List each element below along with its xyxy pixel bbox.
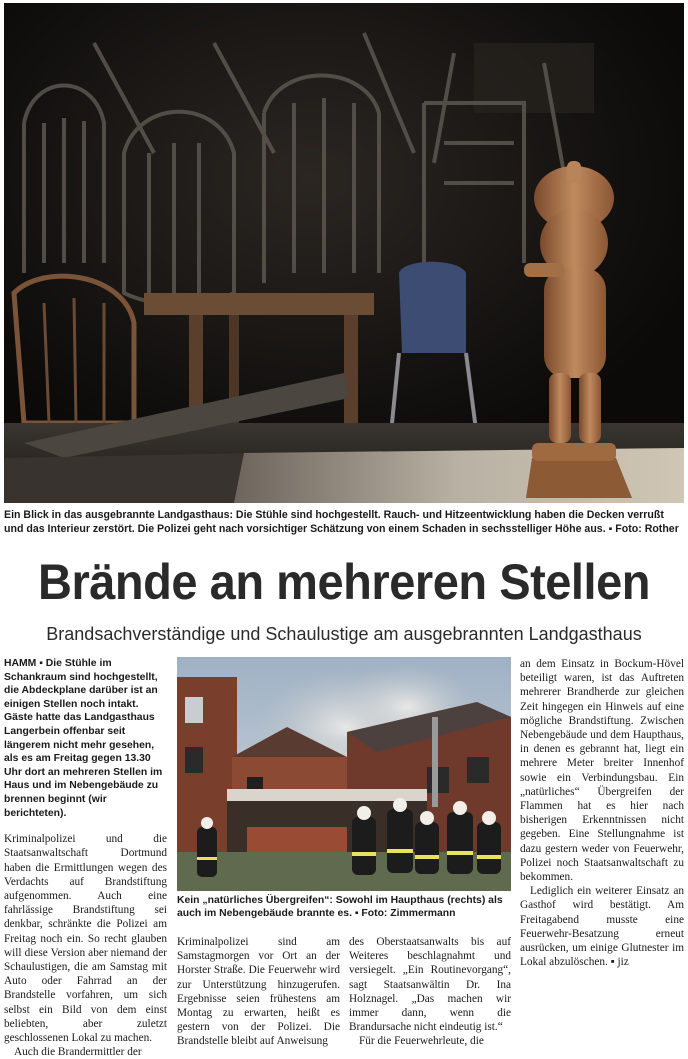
body-paragraph: des Oberstaatsanwalts bis auf Weiteres beschlagnahmt und versiegelt. „Ein Routinevorgang“, sagt Staatsanwältin Dr. Ina Holznagel. „Das machen wir immer dann, wenn die Brandursache nicht eindeutig ist.“ — [349, 936, 511, 1034]
article-column-4 — [520, 657, 684, 969]
body-paragraph: an dem Einsatz in Bockum-Hövel beteiligt waren, ist das Auftreten mehrerer Brandherde zur gleichen Zeit hingegen ein Hinweis auf eine mögliche Brandstiftung. Zwischen Nebengebäude und dem Haupthaus, in denen es gebrannt hat, liegt ein mehrere Meter breiter Innenhof sowie ein Verbindungsbau. Ein „natürliches“ Übergreifen der Flammen hat es hier nach bisherigen Erkenntnissen nicht gegeben. Eine Stellungnahme ist dazu gestern weder von Feuerwehr, Polizei noch Staatsanwaltschaft zu bekommen. — [520, 658, 684, 884]
fire-scene-photo — [177, 657, 511, 891]
body-paragraph: Kriminalpolizei sind am Samstagmorgen vor Ort an der Horster Straße. Die Feuerwehr wird zur Unterstützung hinzugerufen. Ergebnisse seien frühestens am Montag zu erwarten, heißt es gestern von der Polizei. Die Brandstelle bleibt auf Anweisung — [177, 936, 340, 1048]
fire-scene-photo-caption: Kein „natürliches Übergreifen“: Sowohl im Haupthaus (rechts) als auch im Nebengebäude brannte es. ▪ Foto: Zimmermann — [177, 895, 503, 920]
body-paragraph: Auch die Brandermittler der — [14, 1046, 142, 1059]
subheadline: Brandsachverständige und Schaulustige am ausgebrannten Landgasthaus — [46, 624, 642, 644]
body-paragraph: Kriminalpolizei und die Staatsanwaltschaft Dortmund haben die Ermittlungen wegen des Verdachts auf Brandstiftung aufgenommen. Auch eine fahrlässige Brandstiftung sei denkbar, schränkte die Polizei am Freitag noch ein. So recht glauben will diese Version aber niemand der Schaulustigen, die am Samstag mit Auto oder Fahrrad an der Brandstelle vorfahren, um sich selbst ein Bild von dem einst beliebten, aber zuletzt geschlossenen Lokal zu machen. — [4, 833, 167, 1044]
article-column-2 — [177, 935, 340, 1049]
top-photo — [4, 3, 684, 503]
top-photo-caption: Ein Blick in das ausgebrannte Landgasthaus: Die Stühle sind hochgestellt. Rauch- und Hitzeentwicklung haben die Decken verrußt und das Interieur zerstört. Die Polizei geht nach vorsichtiger Schätzung von einem Schaden in sechsstelliger Höhe aus. ▪ Foto: Rother — [4, 509, 679, 535]
body-paragraph: Für die Feuerwehrleute, die — [359, 1035, 484, 1048]
lead-paragraph: HAMM ▪ Die Stühle im Schankraum sind hochgestellt, die Abdeckplane darüber ist an einigen Stellen noch intakt. Gäste hatte das Landgasthaus Langerbein offenbar seit längerem nicht mehr gesehen, als es am Freitag gegen 13.30 Uhr dort an mehreren Stellen im Haus und im Nebengebäude zu brennen beginnt (wir berichteten). — [4, 658, 163, 819]
burned-interior-illustration — [4, 3, 684, 503]
headline: Brände an mehreren Stellen — [37, 554, 651, 610]
body-paragraph: Lediglich ein weiterer Einsatz an Gasthof wird bestätigt. Am Freitagabend musste eine Feuerwehr-Besatzung erneut ausrücken, um einige Glutnester im Lokal abzulöschen. ▪ jiz — [520, 885, 684, 969]
article-column-1 — [4, 657, 167, 1059]
fire-scene-illustration — [177, 657, 511, 891]
article-column-3 — [349, 935, 511, 1049]
